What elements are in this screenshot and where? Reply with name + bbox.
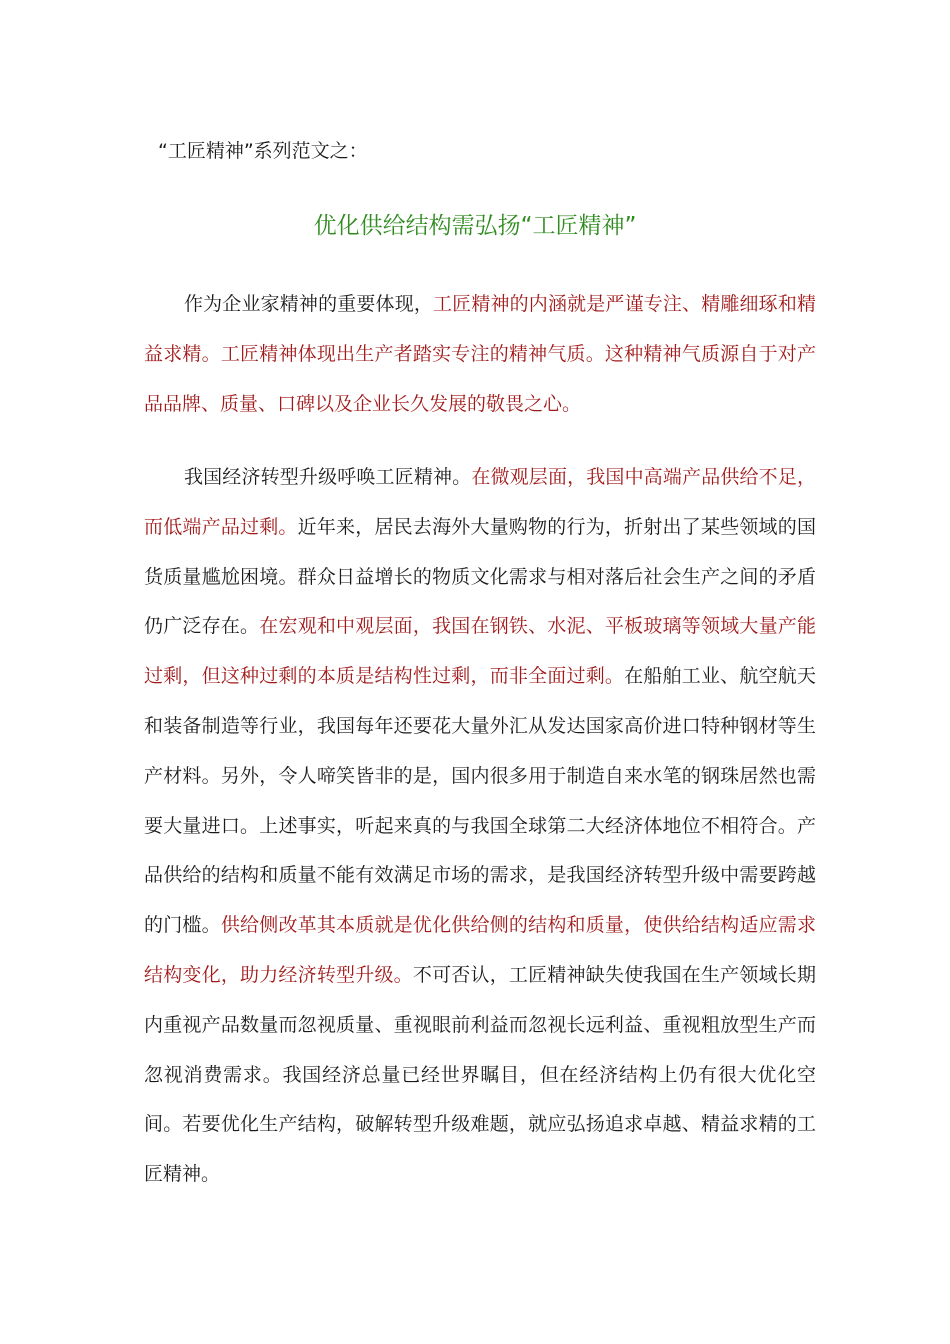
paragraph-2-emphasis-2: 在宏观和中观层面，我国在钢铁、水泥、平板玻璃等领域大量产能过剩，但这种过剩的本质是结构性过剩，而非全面过剩。 [144,615,816,688]
paragraph-2-sentence-2: 近年来，居民去海外大量购物的行为，折射出了某些领域的国货质量尴尬困境。群众日益增长的物质文化需求与相对落后社会生产之间的矛盾仍广泛存在。 [144,515,816,638]
series-label: “工匠精神”系列范文之： [158,140,368,162]
paragraph-2-sentence-3: 在船舶工业、航空航天和装备制造等行业，我国每年还要花大量外汇从发达国家高价进口特种钢材等生产材料。另外，令人啼笑皆非的是，国内很多用于制造自来水笔的钢珠居然也需要大量进口。上述事实，听起来真的与我国全球第二大经济体地位不相符合。产品供给的结构和质量不能有效满足市场的需求，是我国经济转型升级中需要跨越的门槛。 [144,665,816,937]
paragraph-1-intro: 作为企业家精神的重要体现， [184,293,434,315]
paragraph-2-sentence-1: 我国经济转型升级呼唤工匠精神。 [184,466,472,488]
paragraph-2-sentence-4: 不可否认，工匠精神缺失使我国在生产领域长期内重视产品数量而忽视质量、重视眼前利益而忽视长远利益、重视粗放型生产而忽视消费需求。我国经济总量已经世界瞩目，但在经济结构上仍有很大优化空间。若要优化生产结构，破解转型升级难题，就应弘扬追求卓越、精益求精的工匠精神。 [144,963,816,1186]
paragraph-2-emphasis-3: 供给侧改革其本质就是优化供给侧的结构和质量，使供给结构适应需求结构变化，助力经济转型升级。 [144,914,816,986]
paragraph-1 [144,280,816,429]
paragraph-2-emphasis-1: 在微观层面，我国中高端产品供给不足，而低端产品过剩。 [144,466,816,538]
document-title: 优化供给结构需弘扬“工匠精神” [313,213,637,239]
paragraph-1-emphasis: 工匠精神的内涵就是严谨专注、精雕细琢和精益求精。工匠精神体现出生产者踏实专注的精神气质。这种精神气质源自于对产品品牌、质量、口碑以及企业长久发展的敬畏之心。 [144,293,816,415]
paragraph-2 [144,453,816,1200]
